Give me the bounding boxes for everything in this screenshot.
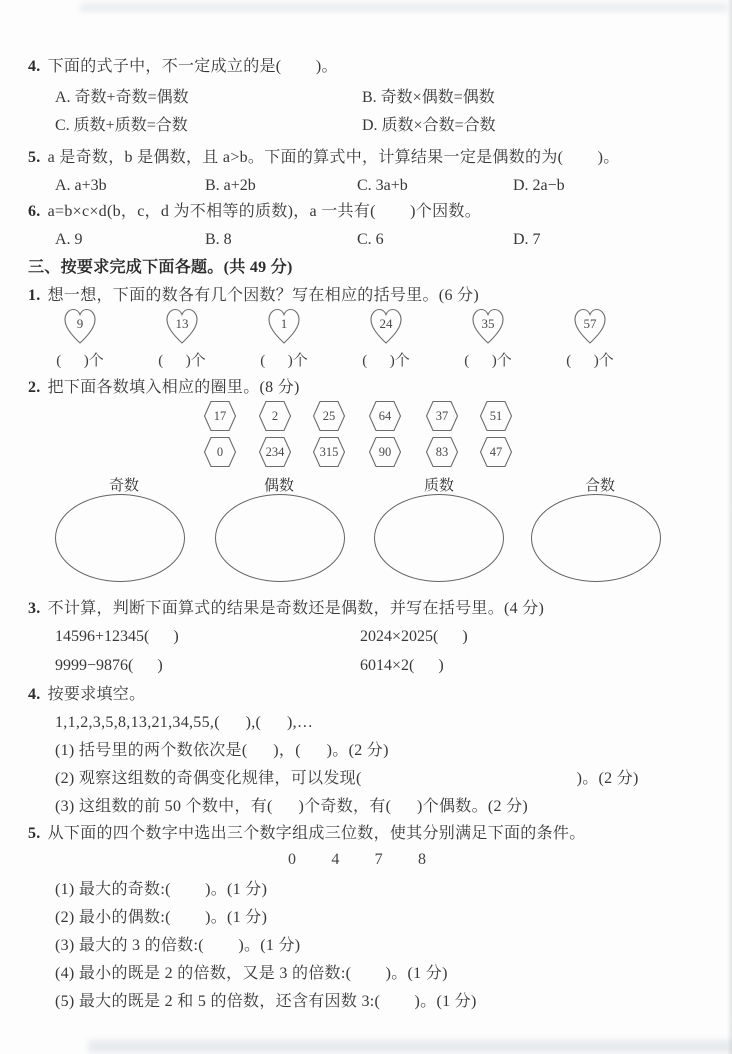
hexagon-value: 90 bbox=[378, 444, 392, 459]
heart-value: 35 bbox=[481, 316, 495, 331]
task-2-text: 把下面各数填入相应的圈里。(8 分) bbox=[47, 379, 300, 396]
digit: 8 bbox=[417, 851, 426, 868]
hexagon-icon bbox=[425, 400, 459, 432]
answer-blank-count: ( )个 bbox=[362, 353, 410, 369]
digit-choices bbox=[288, 851, 426, 869]
question-4-stem bbox=[28, 56, 338, 78]
heart-value: 1 bbox=[280, 316, 288, 331]
hexagon-icon bbox=[479, 436, 513, 468]
q5-option-b: B. a+2b bbox=[205, 177, 256, 194]
answer-blank-count: ( )个 bbox=[158, 353, 206, 369]
hexagon-value: 25 bbox=[322, 408, 336, 423]
q5-option-d: D. 2a−b bbox=[513, 177, 565, 194]
task-2-number: 2. bbox=[28, 379, 41, 396]
question-4-number: 4. bbox=[28, 58, 41, 75]
q6-option-a: A. 9 bbox=[55, 231, 83, 248]
task-5-stem bbox=[28, 823, 586, 845]
task-3-stem bbox=[28, 598, 544, 620]
task-5-sub-1: (1) 最大的奇数:( )。(1 分) bbox=[55, 881, 268, 898]
number-sequence: 1,1,2,3,5,8,13,21,34,55,( ),( ),… bbox=[55, 714, 314, 731]
heart-icon bbox=[470, 307, 506, 345]
q4-option-a: A. 奇数+奇数=偶数 bbox=[55, 89, 189, 106]
question-5-number: 5. bbox=[28, 149, 41, 166]
sorting-oval-prime bbox=[374, 494, 504, 582]
hexagon-icon bbox=[312, 400, 346, 432]
task-1-stem bbox=[28, 285, 479, 307]
heart-icon bbox=[266, 307, 302, 345]
question-5-text: a 是奇数，b 是偶数，且 a>b。下面的算式中，计算结果一定是偶数的为( )。 bbox=[47, 149, 620, 166]
hexagon-icon bbox=[203, 400, 237, 432]
heart-icon bbox=[62, 307, 98, 345]
question-6-number: 6. bbox=[28, 203, 41, 220]
heart-value: 13 bbox=[175, 316, 189, 331]
task-1-number: 1. bbox=[28, 287, 41, 304]
q5-option-c: C. 3a+b bbox=[357, 177, 408, 194]
scan-bleed-top bbox=[80, 3, 728, 12]
hexagon-value: 2 bbox=[271, 408, 279, 423]
task-5-text: 从下面的四个数字中选出三个数字组成三位数，使其分别满足下面的条件。 bbox=[47, 825, 586, 842]
expression-3: 9999−9876( ) bbox=[55, 657, 163, 674]
task-1-text: 想一想，下面的数各有几个因数？写在相应的括号里。(6 分) bbox=[47, 287, 479, 304]
task-4-stem bbox=[28, 684, 145, 706]
sorting-oval-composite bbox=[531, 494, 661, 582]
task-4-text: 按要求填空。 bbox=[47, 686, 146, 703]
task-5-sub-3: (3) 最大的 3 的倍数:( )。(1 分) bbox=[55, 937, 301, 954]
expression-1: 14596+12345( ) bbox=[55, 628, 179, 645]
answer-blank-count: ( )个 bbox=[56, 353, 104, 369]
question-4-text: 下面的式子中，不一定成立的是( )。 bbox=[47, 58, 338, 75]
task-3-text: 不计算，判断下面算式的结果是奇数还是偶数，并写在括号里。(4 分) bbox=[47, 600, 545, 617]
category-label-even: 偶数 bbox=[263, 478, 294, 494]
answer-blank-count: ( )个 bbox=[464, 353, 512, 369]
hexagon-value: 0 bbox=[216, 444, 224, 459]
question-5-stem bbox=[28, 147, 620, 169]
heart-value: 24 bbox=[379, 316, 393, 331]
hexagon-value: 64 bbox=[378, 408, 392, 423]
heart-icon bbox=[368, 307, 404, 345]
question-6-stem bbox=[28, 201, 481, 223]
q6-option-d: D. 7 bbox=[513, 231, 541, 248]
heart-value: 9 bbox=[76, 316, 84, 331]
hexagon-icon bbox=[479, 400, 513, 432]
hexagon-value: 17 bbox=[213, 408, 227, 423]
digit: 7 bbox=[374, 851, 383, 868]
sorting-oval-even bbox=[215, 494, 345, 582]
category-label-odd: 奇数 bbox=[108, 478, 139, 494]
q5-option-a: A. a+3b bbox=[55, 177, 107, 194]
q4-option-b: B. 奇数×偶数=偶数 bbox=[362, 89, 495, 106]
task-4-sub-1: (1) 括号里的两个数依次是( )，( )。(2 分) bbox=[55, 742, 389, 759]
q6-option-c: C. 6 bbox=[357, 231, 384, 248]
task-4-sub-2: (2) 观察这组数的奇偶变化规律，可以发现( )。(2 分) bbox=[55, 770, 639, 787]
hexagon-icon bbox=[368, 436, 402, 468]
task-4-sub-3: (3) 这组数的前 50 个数中，有( )个奇数，有( )个偶数。(2 分) bbox=[55, 798, 529, 815]
hexagon-icon bbox=[425, 436, 459, 468]
hexagon-value: 37 bbox=[435, 408, 449, 423]
q4-option-d: D. 质数×合数=合数 bbox=[362, 117, 496, 134]
sorting-oval-odd bbox=[55, 494, 185, 582]
hexagon-value: 51 bbox=[489, 408, 503, 423]
hexagon-value: 315 bbox=[319, 444, 339, 459]
task-5-sub-4: (4) 最小的既是 2 的倍数，又是 3 的倍数:( )。(1 分) bbox=[55, 965, 448, 982]
hexagon-value: 47 bbox=[489, 444, 503, 459]
heart-icon bbox=[164, 307, 200, 345]
task-5-sub-2: (2) 最小的偶数:( )。(1 分) bbox=[55, 909, 268, 926]
hexagon-icon bbox=[203, 436, 237, 468]
task-3-number: 3. bbox=[28, 600, 41, 617]
q6-option-b: B. 8 bbox=[205, 231, 232, 248]
expression-2: 2024×2025( ) bbox=[360, 628, 468, 645]
hexagon-icon bbox=[312, 436, 346, 468]
hexagon-icon bbox=[368, 400, 402, 432]
answer-blank-count: ( )个 bbox=[260, 353, 308, 369]
category-label-composite: 合数 bbox=[584, 478, 615, 494]
scan-bleed-bottom bbox=[88, 1040, 732, 1053]
hexagon-value: 83 bbox=[435, 444, 449, 459]
page-edge-shadow bbox=[727, 0, 732, 1054]
question-6-text: a=b×c×d(b，c，d 为不相等的质数)，a 一共有( )个因数。 bbox=[47, 203, 481, 220]
section-3-title: 三、按要求完成下面各题。(共 49 分) bbox=[28, 259, 293, 276]
category-label-prime: 质数 bbox=[423, 478, 454, 494]
task-2-stem bbox=[28, 377, 300, 399]
heart-icon bbox=[572, 307, 608, 345]
answer-blank-count: ( )个 bbox=[566, 353, 614, 369]
task-4-number: 4. bbox=[28, 686, 41, 703]
task-5-number: 5. bbox=[28, 825, 41, 842]
heart-value: 57 bbox=[583, 316, 597, 331]
q4-option-c: C. 质数+质数=合数 bbox=[55, 117, 188, 134]
task-5-sub-5: (5) 最大的既是 2 和 5 的倍数，还含有因数 3:( )。(1 分) bbox=[55, 993, 477, 1010]
hexagon-icon bbox=[258, 400, 292, 432]
hexagon-value: 234 bbox=[265, 444, 285, 459]
digit: 0 bbox=[288, 851, 296, 868]
digit: 4 bbox=[331, 851, 340, 868]
hexagon-icon bbox=[258, 436, 292, 468]
expression-4: 6014×2( ) bbox=[360, 657, 444, 674]
